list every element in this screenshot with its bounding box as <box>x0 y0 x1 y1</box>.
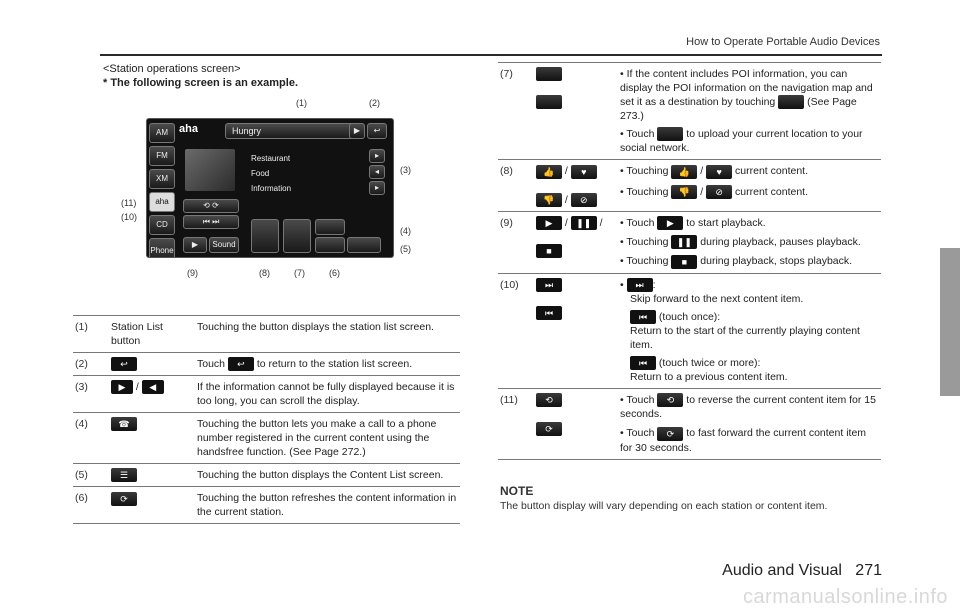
skip-track-icon: ⏮ ⏭ <box>183 215 239 229</box>
menu-xm: XM <box>149 169 175 189</box>
ban-icon: ⊘ <box>571 193 597 207</box>
callout-10: (10) <box>121 212 138 222</box>
sound-button: Sound <box>209 237 239 253</box>
row-text: Touching the button displays the station list screen. <box>197 321 434 333</box>
refresh-icon <box>315 237 345 253</box>
callout-8: (8) <box>259 268 270 278</box>
rewind-15-icon: ⟲ <box>657 393 683 407</box>
table-row <box>73 376 460 413</box>
footer-section <box>722 562 882 580</box>
row-text: during playback, pauses playback. <box>700 236 861 249</box>
ban-icon: ⊘ <box>706 185 732 199</box>
thumbs-down-icon: 👎 <box>671 185 697 199</box>
thumbs-down-icon: 👎 <box>536 193 562 207</box>
thumbs-up-icon: 👍 <box>536 165 562 179</box>
callout-5: (5) <box>400 244 411 254</box>
row-text: Touch <box>626 216 655 229</box>
station-screen-image <box>146 118 394 258</box>
poi-icon <box>778 95 804 109</box>
upload-location-icon <box>657 127 683 141</box>
callout-7: (7) <box>294 268 305 278</box>
skip-forward-icon: ⏭ <box>536 278 562 292</box>
heart-icon: ♥ <box>706 165 732 179</box>
pause-icon: ❚❚ <box>671 235 697 249</box>
callout-2: (2) <box>369 98 380 108</box>
menu-am: AM <box>149 123 175 143</box>
callout-4: (4) <box>400 226 411 236</box>
left-menu <box>149 123 175 255</box>
station-name-bar: Hungry <box>225 123 355 139</box>
callout-6: (6) <box>329 268 340 278</box>
row-text: Touching <box>626 236 669 249</box>
forward-30-icon: ⟳ <box>657 427 683 441</box>
row-text: Touching <box>626 185 669 198</box>
row-text: current content. <box>735 165 809 178</box>
menu-aha: aha <box>149 192 175 212</box>
table-row <box>498 63 881 160</box>
back-icon: ↩ <box>367 123 387 139</box>
stop-icon: ■ <box>671 255 697 269</box>
table-row: (8) 👍 / ♥ 👎 / ⊘ • Touching 👍 / ♥ current content. • Touching 👎 / ⊘ current content. <box>498 160 881 211</box>
refresh-icon: ⟳ <box>111 492 137 506</box>
intro-heading: <Station operations screen> <box>103 63 241 75</box>
scroll-left-icon: ◀ <box>142 380 164 394</box>
skip-seconds-icon: ⟲ ⟳ <box>183 199 239 213</box>
callout-1: (1) <box>296 98 307 108</box>
row-text: to return to the station list screen. <box>256 358 413 370</box>
row-text: to fast forward the current content item for 30 seconds. <box>620 427 867 454</box>
table-row: (9) ▶ / ❚❚ / ■ • Touch ▶ to start playback. • Touching ❚❚ during playback, pauses playback. • Touching ■ during playback, stops playback. <box>498 211 881 273</box>
row-text: Touch <box>197 358 226 370</box>
header-rule <box>100 54 882 56</box>
callout-11: (11) <box>121 198 137 208</box>
row-text: to upload your current location to your social network. <box>620 128 863 155</box>
row-number: (4) <box>75 418 88 431</box>
note-text: The button display will vary depending on each station or content item. <box>500 500 828 512</box>
row-number: (2) <box>75 358 88 370</box>
row-number: (3) <box>75 381 88 394</box>
separator: / <box>135 381 139 394</box>
intro-note: * The following screen is an example. <box>103 77 299 89</box>
play-icon: ▶ <box>536 216 562 230</box>
row-text: current content. <box>735 185 809 198</box>
header-title: How to Operate Portable Audio Devices <box>686 36 880 48</box>
page-number: 271 <box>855 562 882 579</box>
footer-section-title: Audio and Visual <box>722 562 842 579</box>
poi-icon <box>536 67 562 81</box>
brand-logo: aha <box>179 123 198 135</box>
rewind-15-icon: ⟲ <box>536 393 562 407</box>
row-number: (7) <box>500 68 513 80</box>
menu-phone: Phone <box>149 238 175 258</box>
phone-icon: ☎ <box>111 417 137 431</box>
row-text: Touching the button displays the Content List screen. <box>197 469 444 482</box>
phone-icon <box>315 219 345 235</box>
row-text: Skip forward to the next content item. <box>630 292 804 305</box>
row-number: (5) <box>75 469 88 482</box>
table-row <box>73 316 460 353</box>
callout-3: (3) <box>400 165 411 175</box>
table-row <box>73 413 460 464</box>
back-icon: ↩ <box>111 357 137 371</box>
row-text: Touch <box>626 394 655 407</box>
content-item: Information <box>251 184 292 193</box>
table-row: (10) ⏭ ⏮ • ⏭ : Skip forward to the next content item. ⏮ (touch once): Return to the start of the currently playing content item. ⏮ (touch twice or more): Return to a previous content item. <box>498 273 881 389</box>
forward-30-icon: ⟳ <box>536 422 562 436</box>
menu-fm: FM <box>149 146 175 166</box>
heart-icon: ♥ <box>571 165 597 179</box>
menu-cd: CD <box>149 215 175 235</box>
skip-back-icon: ⏮ <box>630 356 656 370</box>
content-item: Restaurant <box>251 154 291 163</box>
row-number: (10) <box>500 278 519 291</box>
row-text: (touch once): <box>658 310 721 323</box>
poi-icon <box>283 219 311 253</box>
upload-location-icon <box>536 95 562 109</box>
row-text: (See Page 273.) <box>620 96 857 123</box>
play-icon: ▶ <box>183 237 207 253</box>
row-number: (9) <box>500 216 513 229</box>
scroll-left-icon: ◂ <box>369 165 385 179</box>
row-number: (11) <box>500 394 518 407</box>
table-row <box>73 487 460 524</box>
row-text: Touch <box>626 427 655 440</box>
table-row <box>498 389 881 459</box>
separator: / <box>564 216 568 229</box>
stop-icon: ■ <box>536 244 562 258</box>
row-text: to reverse the current content item for 15 seconds. <box>620 394 876 421</box>
row-number: (1) <box>75 321 88 333</box>
row-text: Return to the start of the currently playing content item. <box>630 324 860 351</box>
content-list <box>251 151 291 196</box>
separator: / <box>564 193 568 206</box>
row-text: Touching <box>626 255 669 268</box>
right-description-table <box>498 62 881 460</box>
scroll-right-icon: ▸ <box>369 181 385 195</box>
table-row <box>73 464 460 487</box>
left-description-table <box>73 315 460 524</box>
scroll-right-icon: ▶ <box>111 380 133 394</box>
callout-9: (9) <box>187 268 198 278</box>
watermark-text: carmanualsonline.info <box>742 586 948 608</box>
row-text: Touching the button refreshes the content information in the current station. <box>197 492 457 519</box>
separator: / <box>564 165 568 178</box>
section-tab <box>940 248 960 396</box>
row-text: Return to a previous content item. <box>630 371 788 384</box>
row-text: If the content includes POI information, you can display the POI information on the navigation map and set it as a destination by touching <box>620 68 873 108</box>
play-icon: ▶ <box>657 216 683 230</box>
play-icon: ▶ <box>349 123 365 139</box>
row-number: (6) <box>75 492 88 505</box>
row-text: If the information cannot be fully displayed because it is too long, you can scroll the display. <box>197 381 455 408</box>
like-dislike-icon <box>251 219 279 253</box>
row-text: Touching the button lets you make a call to a phone number registered in the current content using the handsfree function. (See Page 272.) <box>197 418 437 459</box>
list-icon <box>347 237 381 253</box>
row-text: Touch <box>626 128 655 141</box>
row-text: Touching <box>626 165 669 178</box>
table-row <box>73 353 460 376</box>
note-heading: NOTE <box>500 484 534 498</box>
skip-back-icon: ⏮ <box>630 310 656 324</box>
content-item: Food <box>251 169 270 178</box>
pause-icon: ❚❚ <box>571 216 597 230</box>
thumbs-up-icon: 👍 <box>671 165 697 179</box>
row-text: to start playback. <box>686 216 766 229</box>
list-icon: ☰ <box>111 468 137 482</box>
scroll-right-icon: ▸ <box>369 149 385 163</box>
skip-back-icon: ⏮ <box>536 306 562 320</box>
skip-forward-icon: ⏭ <box>627 278 653 292</box>
row-text: (touch twice or more): <box>658 356 761 369</box>
row-text: during playback, stops playback. <box>700 255 853 268</box>
row-label: Station List button <box>111 321 163 347</box>
row-number: (8) <box>500 165 513 178</box>
back-icon: ↩ <box>228 357 254 371</box>
album-art <box>185 149 235 191</box>
